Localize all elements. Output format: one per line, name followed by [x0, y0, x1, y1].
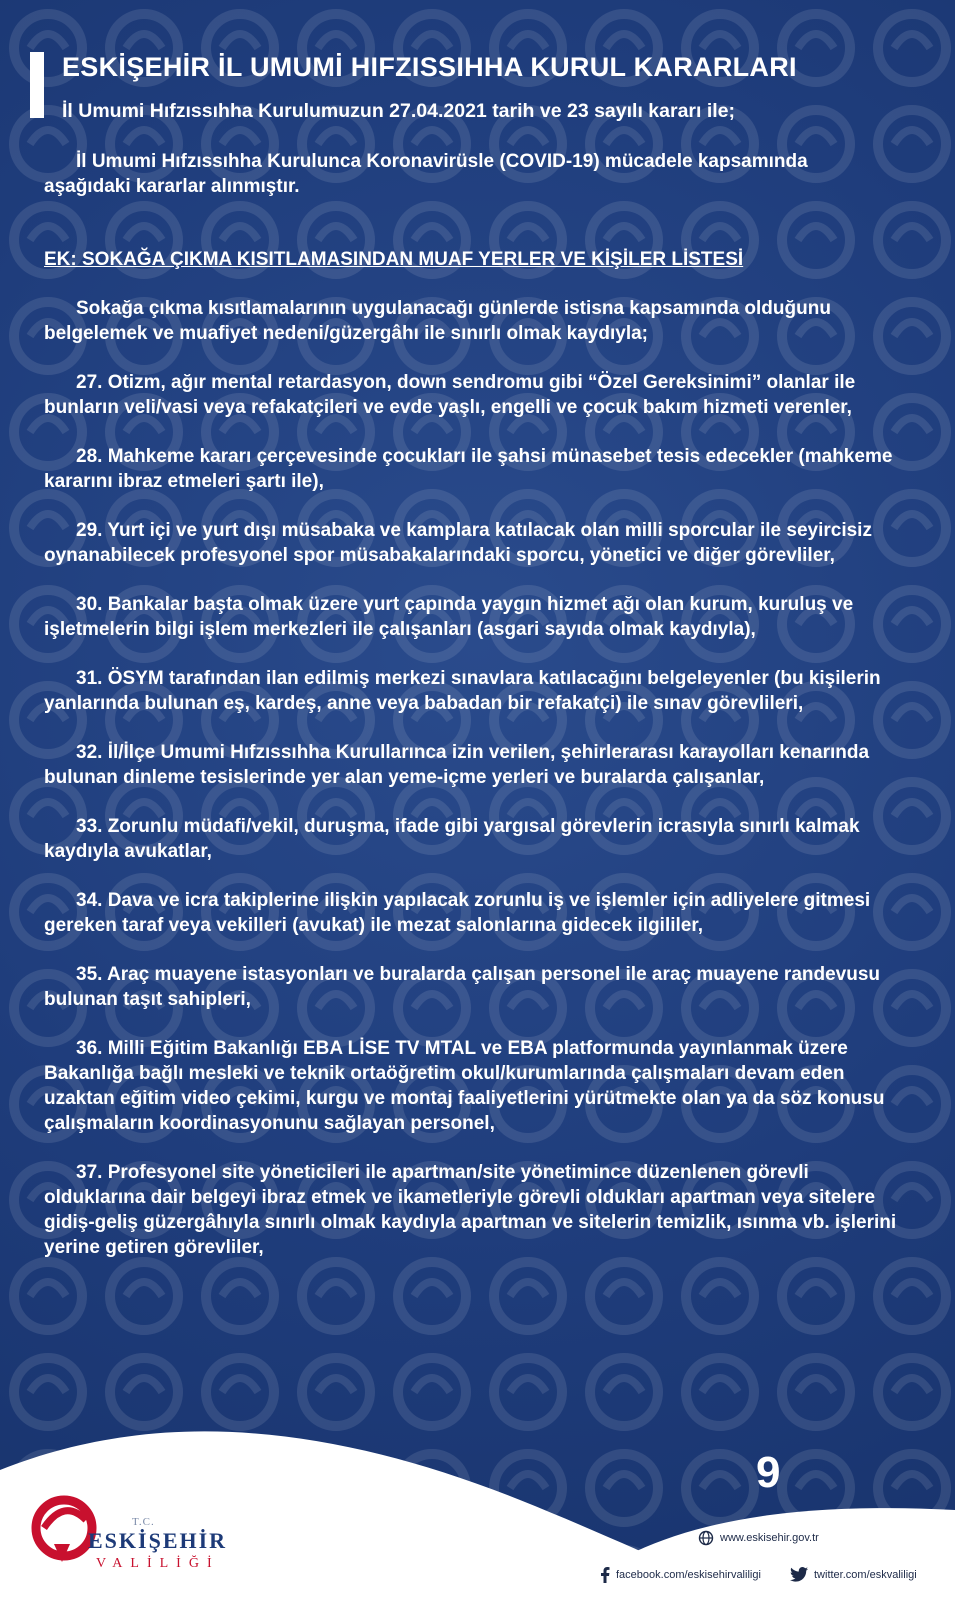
facebook-text: facebook.com/eskisehirvaliligi	[616, 1569, 761, 1581]
list-item: 35. Araç muayene istasyonları ve buralarda çalışan personel ile araç muayene randevusu bulunan taşıt sahipleri,	[44, 964, 881, 1010]
title-accent-bar	[30, 52, 44, 118]
list-item: 31. ÖSYM tarafından ilan edilmiş merkezi sınavlara katılacağını belgeleyenler (bu kişilerin yanlarında bulunan eş, kardeş, anne veya babadan bir refakatçi) ile sınav görevlileri,	[44, 668, 881, 714]
lead-paragraph: Sokağa çıkma kısıtlamalarının uygulanacağı günlerde istisna kapsamında olduğunu belgelemek ve muafiyet nedeni/güzergâhı ile sınırlı olmak kaydıyla;	[44, 298, 831, 344]
website-text: www.eskisehir.gov.tr	[720, 1532, 819, 1544]
facebook-link[interactable]	[600, 1567, 761, 1583]
logo-gov-text: VALİLİĞİ	[96, 1556, 220, 1571]
website-link[interactable]	[698, 1530, 819, 1546]
list-item: 32. İl/İlçe Umumi Hıfzıssıhha Kurullarınca izin verilen, şehirlerarası karayolları kenarında bulunan dinleme tesislerinde yer alan yeme-içme yerleri ve buralarda çalışanlar,	[44, 742, 870, 788]
twitter-link[interactable]	[790, 1567, 917, 1582]
twitter-icon	[790, 1567, 808, 1582]
document-body	[44, 149, 899, 1284]
globe-icon	[698, 1530, 714, 1546]
logo-city-text: ESKİŞEHİR	[88, 1528, 228, 1553]
section-heading: EK: SOKAĞA ÇIKMA KISITLAMASINDAN MUAF YERLER VE KİŞİLER LİSTESİ	[44, 249, 744, 270]
list-item: 37. Profesyonel site yöneticileri ile apartman/site yönetimince düzenlenen görevli olduklarına dair belgeyi ibraz etmek ve ikametleriyle görevli oldukları apartman veya sitelere gidiş-geliş güzergâhıyla sınırlı olmak kaydıyla apartman ve sitelerin temizlik, ısınma vb. işlerini yerine getiren görevliler,	[44, 1162, 897, 1258]
list-item: 36. Milli Eğitim Bakanlığı EBA LİSE TV MTAL ve EBA platformunda yayınlanmak üzere Bakanlığa bağlı mesleki ve teknik ortaöğretim okul/kurumlarında çalışmaları devam eden uzaktan eğitim video çekimi, kurgu ve montaj faaliyetlerini yürütmekte olan ya da söz konusu çalışmaların koordinasyonunu sağlayan personel,	[44, 1038, 885, 1134]
page-title: ESKİŞEHİR İL UMUMİ HIFZISSIHHA KURUL KARARLARI	[62, 52, 797, 82]
list-item: 29. Yurt içi ve yurt dışı müsabaka ve kamplara katılacak olan milli sporcular ile seyircisiz oynanabilecek profesyonel spor müsabakalarındaki sporcu, yönetici ve diğer görevliler,	[44, 520, 872, 566]
list-item: 30. Bankalar başta olmak üzere yurt çapında yaygın hizmet ağı olan kurum, kuruluş ve işletmelerin bilgi işlem merkezleri ile çalışanları (asgari sayıda olmak kaydıyla),	[44, 594, 854, 640]
twitter-text: twitter.com/eskvaliligi	[814, 1568, 917, 1581]
logo-tc-text: T.C.	[132, 1516, 155, 1528]
page-number: 9	[756, 1448, 781, 1497]
list-item: 33. Zorunlu müdafi/vekil, duruşma, ifade gibi yargısal görevlerin icrasıyla sınırlı kalmak kaydıyla avukatlar,	[44, 816, 860, 862]
list-item: 27. Otizm, ağır mental retardasyon, down sendromu gibi “Özel Gereksinimi” olanlar ile bunların veli/vasi veya refakatçileri ve evde yaşlı, engelli ve çocuk bakım hizmeti verenler,	[44, 372, 856, 418]
intro-paragraph: İl Umumi Hıfzıssıhha Kurulunca Koronavirüsle (COVID-19) mücadele kapsamında aşağıdaki kararlar alınmıştır.	[44, 151, 808, 197]
list-item: 28. Mahkeme kararı çerçevesinde çocukları ile şahsi münasebet tesis edecekler (mahkeme kararını ibraz etmeleri şartı ile),	[44, 446, 893, 492]
facebook-icon	[600, 1567, 610, 1583]
page-subtitle: İl Umumi Hıfzıssıhha Kurulumuzun 27.04.2021 tarih ve 23 sayılı kararı ile;	[62, 100, 736, 122]
list-item: 34. Dava ve icra takiplerine ilişkin yapılacak zorunlu iş ve işlemler için adliyelere gitmesi gereken taraf veya vekilleri (avukat) ile mezat salonlarına gidecek ilgililer,	[44, 890, 871, 936]
